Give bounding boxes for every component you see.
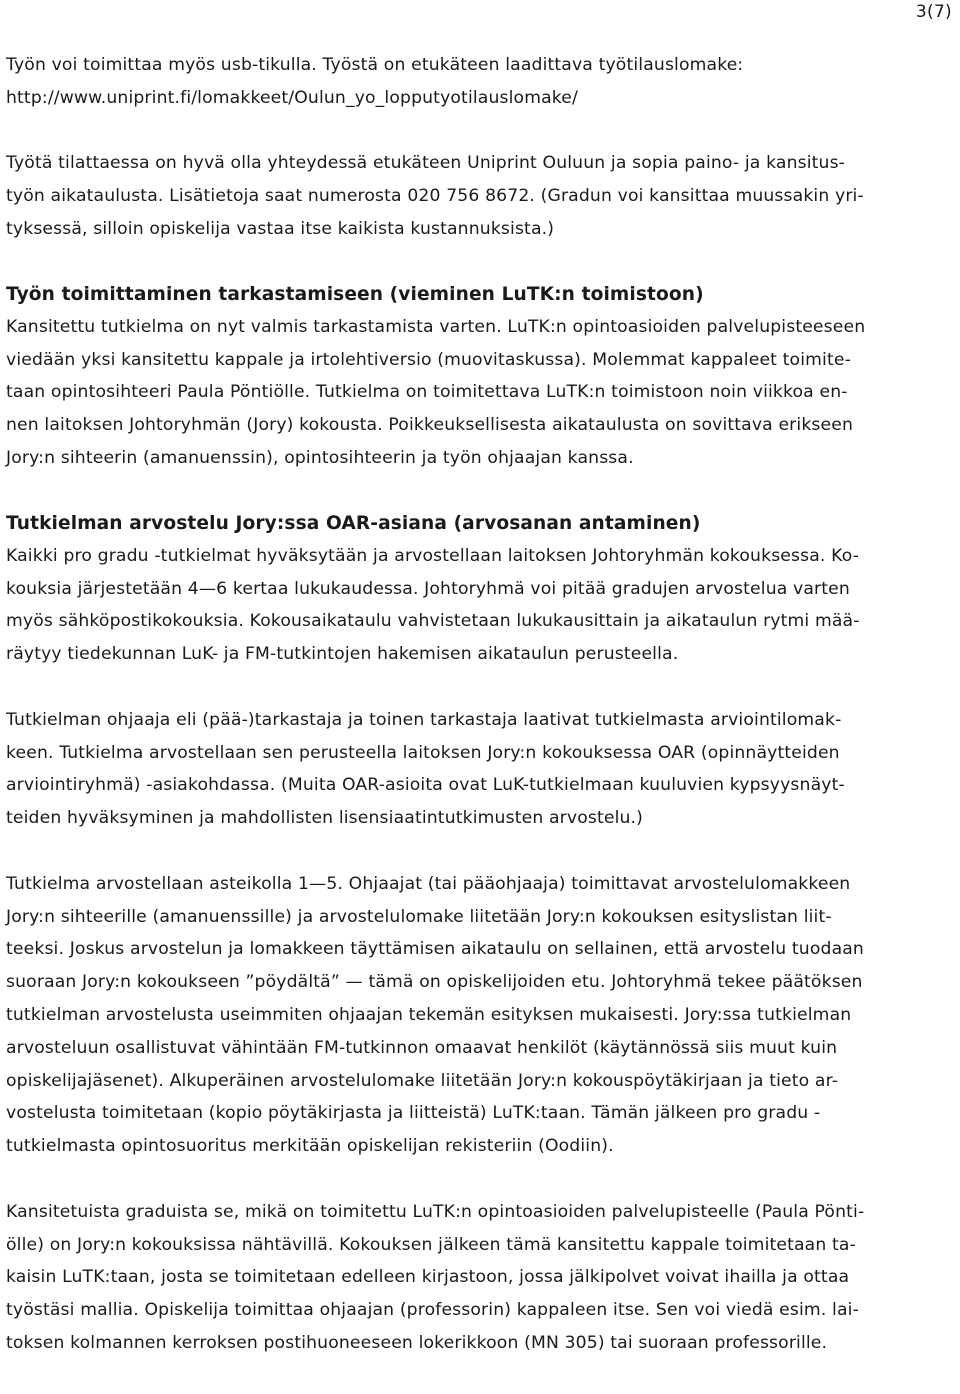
page-number: 3(7)	[915, 2, 952, 22]
text-line: Tutkielman ohjaaja eli (pää-)tarkastaja ja toinen tarkastaja laativat tutkielmasta arviointilomak-	[6, 709, 842, 730]
paragraph-usb-delivery	[6, 49, 950, 115]
text-line: Kaikki pro gradu -tutkielmat hyväksytään ja arvostellaan laitoksen Johtoryhmän kokouksessa. Ko-	[6, 545, 860, 566]
text-line: teeksi. Joskus arvostelun ja lomakkeen täyttämisen aikataulu on sellainen, että arvostelu tuodaan	[6, 939, 864, 960]
paragraph-bound-copies	[6, 1196, 950, 1360]
section-heading-evaluation: Tutkielman arvostelu Jory:ssa OAR-asiana (arvosanan antaminen)	[6, 512, 701, 534]
text-line: Työtä tilattaessa on hyvä olla yhteydessä etukäteen Uniprint Ouluun ja sopia paino- ja kansitus-	[6, 153, 846, 174]
document-body	[6, 49, 950, 1360]
paragraph-uniprint-contact	[6, 147, 950, 245]
text-line: ölle) on Jory:n kokouksissa nähtävillä. Kokouksen jälkeen tämä kansitettu kappale toimitetaan ta-	[6, 1234, 856, 1255]
text-line: taan opintosihteeri Paula Pöntiölle. Tutkielma on toimitettava LuTK:n toimistoon noin viikkoa en-	[6, 382, 848, 403]
text-line: tutkielmasta opintosuoritus merkitään opiskelijan rekisteriin (Oodiin).	[6, 1136, 614, 1157]
text-line: arviointiryhmä) -asiakohdassa. (Muita OAR-asioita ovat LuK-tutkielmaan kuuluvien kypsyysnäyt-	[6, 775, 845, 796]
paragraph-grading-scale	[6, 868, 950, 1163]
text-line: myös sähköpostikokouksia. Kokousaikataulu vahvistetaan lukukausittain ja aikataulun rytmi mää-	[6, 611, 860, 632]
text-line: http://www.uniprint.fi/lomakkeet/Oulun_yo_lopputyotilauslomake/	[6, 87, 578, 108]
text-line: teiden hyväksyminen ja mahdollisten lisensiaatintutkimusten arvostelu.)	[6, 808, 644, 829]
text-line: Kansitettu tutkielma on nyt valmis tarkastamista varten. LuTK:n opintoasioiden palvelupisteeseen	[6, 316, 866, 337]
text-line: Kansitetuista graduista se, mikä on toimitettu LuTK:n opintoasioiden palvelupisteelle (Paula Pönti-	[6, 1201, 865, 1222]
text-line: suoraan Jory:n kokoukseen ”pöydältä” — tämä on opiskelijoiden etu. Johtoryhmä tekee päätöksen	[6, 972, 863, 993]
text-line: räytyy tiedekunnan LuK- ja FM-tutkintojen hakemisen aikataulun perusteella.	[6, 644, 679, 665]
text-line: tutkielman arvostelusta useimmiten ohjaajan tekemän esityksen mukaisesti. Jory:ssa tutkielman	[6, 1004, 852, 1025]
section-heading-submission: Työn toimittaminen tarkastamiseen (vieminen LuTK:n toimistoon)	[6, 283, 704, 305]
paragraph-examiners	[6, 704, 950, 835]
text-line: arvosteluun osallistuvat vähintään FM-tutkinnon omaavat henkilöt (käytännössä siis muut kuin	[6, 1037, 838, 1058]
text-line: keen. Tutkielma arvostellaan sen perusteella laitoksen Jory:n kokouksessa OAR (opinnäytteiden	[6, 742, 840, 763]
text-line: kaisin LuTK:taan, josta se toimitetaan edelleen kirjastoon, jossa jälkipolvet voivat ihailla ja ottaa	[6, 1267, 850, 1288]
text-line: Työn voi toimittaa myös usb-tikulla. Työstä on etukäteen laadittava työtilauslomake:	[6, 55, 744, 75]
paragraph-submission	[6, 311, 950, 475]
text-line: opiskelijajäsenet). Alkuperäinen arvostelulomake liitetään Jory:n kokouspöytäkirjaan ja tieto ar-	[6, 1070, 839, 1091]
text-line: vostelusta toimitetaan (kopio pöytäkirjasta ja liitteistä) LuTK:taan. Tämän jälkeen pro gradu -	[6, 1103, 821, 1124]
text-line: Jory:n sihteerille (amanuenssille) ja arvostelulomake liitetään Jory:n kokouksen esityslistan liit-	[6, 906, 832, 927]
text-line: työstäsi mallia. Opiskelija toimittaa ohjaajan (professorin) kappaleen itse. Sen voi viedä esim. lai-	[6, 1300, 859, 1321]
text-line: viedään yksi kansitettu kappale ja irtolehtiversio (muovitaskussa). Molemmat kappaleet toimite-	[6, 349, 851, 370]
text-line: toksen kolmannen kerroksen postihuoneeseen lokerikkoon (MN 305) tai suoraan professorille.	[6, 1332, 828, 1353]
text-line: kouksia järjestetään 4—6 kertaa lukukaudessa. Johtoryhmä voi pitää gradujen arvostelua varten	[6, 578, 850, 599]
text-line: nen laitoksen Johtoryhmän (Jory) kokousta. Poikkeuksellisesta aikataulusta on sovittava erikseen	[6, 415, 854, 436]
text-line: tyksessä, silloin opiskelija vastaa itse kaikista kustannuksista.)	[6, 218, 555, 239]
text-line: Jory:n sihteerin (amanuenssin), opintosihteerin ja työn ohjaajan kanssa.	[6, 447, 634, 468]
text-line: työn aikataulusta. Lisätietoja saat numerosta 020 756 8672. (Gradun voi kansittaa muussakin yri-	[6, 186, 864, 207]
paragraph-board-meetings	[6, 540, 950, 671]
text-line: Tutkielma arvostellaan asteikolla 1—5. Ohjaajat (tai pääohjaaja) toimittavat arvostelulomakkeen	[6, 873, 851, 894]
